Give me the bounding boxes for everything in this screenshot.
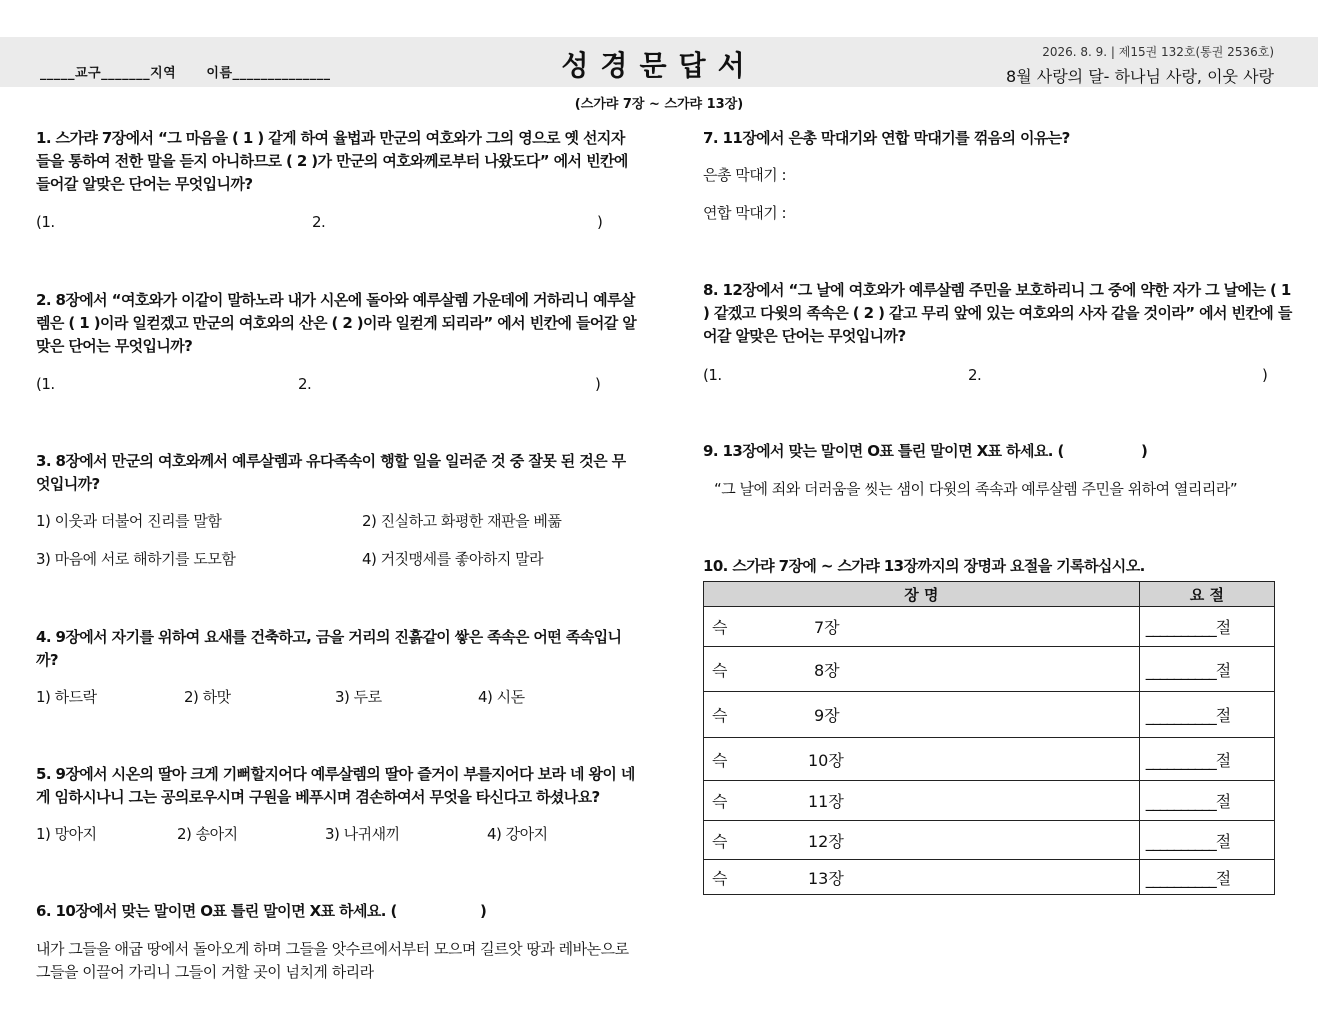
question-3-option-2[interactable]: 2) 진실하고 화평한 재판을 베풂	[362, 512, 562, 530]
question-6-line-1: 6. 10장에서 맞는 말이면 O표 틀린 말이면 X표 하세요. (	[36, 902, 397, 920]
question-4-option-4[interactable]: 4) 시돈	[478, 688, 525, 706]
question-1-line-1: 1. 스가랴 7장에서 “그 마음을 ( 1 ) 같게 하여 율법과 만군의 여호와가 그의 영으로 옛 선지자	[36, 129, 625, 147]
answer-2-blank-2[interactable]: 2.	[298, 375, 312, 393]
question-10-line-1: 10. 스가랴 7장에 ~ 스가랴 13장까지의 장명과 요절을 기록하십시오.	[703, 557, 1145, 575]
question-6-statement-line-2: 그들을 이끌어 가리니 그들이 거할 곳이 넘치게 하리라	[36, 963, 374, 981]
verse-answer-cell[interactable]	[1139, 607, 1274, 647]
verse-blank[interactable]: __________	[1145, 706, 1216, 725]
book-abbrev: 슥	[712, 706, 728, 725]
verse-unit: 절	[1215, 660, 1232, 680]
chapter-verse-table	[703, 581, 1275, 895]
chapter-label: 10장	[808, 750, 844, 770]
answer-2-blank-1[interactable]: (1.	[36, 375, 55, 393]
question-5-option-1[interactable]: 1) 망아지	[36, 825, 97, 843]
question-9-answer-close: )	[1141, 442, 1148, 460]
question-7-line-1: 7. 11장에서 은총 막대기와 연합 막대기를 꺾음의 이유는?	[703, 129, 1070, 147]
verse-unit: 절	[1215, 831, 1232, 851]
question-4-line-1: 4. 9장에서 자기를 위하여 요새를 건축하고, 금을 거리의 진흙같이 쌓은 족속은 어떤 족속입니	[36, 628, 622, 646]
verse-answer-cell[interactable]	[1139, 860, 1274, 895]
verse-answer-cell[interactable]	[1139, 692, 1274, 738]
monthly-theme: 8월 사랑의 달- 하나님 사랑, 이웃 사랑	[1006, 67, 1274, 86]
verse-unit: 절	[1215, 868, 1232, 888]
table-row	[704, 781, 1275, 821]
question-9-statement: “그 날에 죄와 더러움을 씻는 샘이 다윗의 족속과 예루살렘 주민을 위하여 열리리라”	[714, 480, 1238, 498]
name-fields: _____교구_______지역 이름______________	[40, 66, 331, 81]
question-4-line-2: 까?	[36, 651, 58, 669]
chapter-label: 9장	[814, 706, 840, 725]
question-9-line-1: 9. 13장에서 맞는 말이면 O표 틀린 말이면 X표 하세요. (	[703, 442, 1064, 460]
question-6-statement-line-1: 내가 그들을 애굽 땅에서 돌아오게 하며 그들을 앗수르에서부터 모으며 길르앗 땅과 레바논으로	[36, 940, 629, 958]
issue-info: 2026. 8. 9. | 제15권 132호(통권 2536호)	[1042, 45, 1274, 59]
verse-answer-cell[interactable]	[1139, 781, 1274, 821]
column-header-chapter-name: 장 명	[704, 582, 1140, 607]
question-4-option-1[interactable]: 1) 하드락	[36, 688, 97, 706]
book-abbrev: 슥	[712, 750, 728, 770]
question-4-option-2[interactable]: 2) 하맛	[184, 688, 231, 706]
question-5-line-2: 게 임하시나니 그는 공의로우시며 구원을 베푸시며 겸손하여서 무엇을 타신다고 하셨나요?	[36, 788, 600, 806]
question-8-line-3: 어갈 알맞은 단어는 무엇입니까?	[703, 327, 906, 345]
question-5-option-3[interactable]: 3) 나귀새끼	[325, 825, 400, 843]
book-abbrev: 슥	[712, 792, 728, 811]
question-3-option-1[interactable]: 1) 이웃과 더불어 진리를 말함	[36, 512, 222, 530]
question-3-line-2: 엇입니까?	[36, 475, 100, 493]
verse-unit: 절	[1215, 618, 1232, 637]
verse-blank[interactable]: __________	[1145, 868, 1216, 888]
question-3-line-1: 3. 8장에서 만군의 여호와께서 예루살렘과 유다족속이 행할 일을 일러준 것 중 잘못 된 것은 무	[36, 452, 626, 470]
verse-blank[interactable]: __________	[1145, 831, 1216, 851]
answer-7-union-staff[interactable]: 연합 막대기 :	[703, 204, 787, 222]
book-abbrev: 슥	[712, 868, 728, 888]
book-abbrev: 슥	[712, 660, 728, 680]
table-row	[704, 647, 1275, 692]
question-2-line-2: 렘은 ( 1 )이라 일컫겠고 만군의 여호와의 산은 ( 2 )이라 일컫게 되리라” 에서 빈칸에 들어갈 알	[36, 314, 637, 332]
page-title: 성경문답서	[561, 49, 757, 82]
verse-blank[interactable]: __________	[1145, 792, 1216, 811]
question-1-line-3: 들어갈 알맞은 단어는 무엇입니까?	[36, 175, 253, 193]
question-6-answer-close: )	[480, 902, 487, 920]
question-5-option-2[interactable]: 2) 송아지	[177, 825, 238, 843]
answer-1-blank-1[interactable]: (1.	[36, 213, 55, 231]
verse-blank[interactable]: __________	[1145, 660, 1216, 680]
verse-blank[interactable]: __________	[1145, 618, 1216, 637]
question-5-option-4[interactable]: 4) 강아지	[487, 825, 548, 843]
verse-unit: 절	[1215, 706, 1232, 725]
question-3-option-4[interactable]: 4) 거짓맹세를 좋아하지 말라	[362, 550, 544, 568]
verse-answer-cell[interactable]	[1139, 647, 1274, 692]
answer-1-blank-2[interactable]: 2.	[312, 213, 326, 231]
question-2-line-1: 2. 8장에서 “여호와가 이같이 말하노라 내가 시온에 돌아와 예루살렘 가운데에 거하리니 예루살	[36, 291, 635, 309]
chapter-label: 11장	[808, 792, 844, 811]
answer-8-close: )	[1262, 366, 1268, 384]
column-header-key-verse: 요 절	[1139, 582, 1274, 607]
question-8-line-2: ) 같겠고 다윗의 족속은 ( 2 ) 같고 무리 앞에 있는 여호와의 사자 같을 것이라” 에서 빈칸에 들	[703, 304, 1292, 322]
table-row	[704, 692, 1275, 738]
table-row	[704, 738, 1275, 781]
question-4-option-3[interactable]: 3) 두로	[335, 688, 382, 706]
verse-unit: 절	[1215, 792, 1232, 811]
verse-answer-cell[interactable]	[1139, 738, 1274, 781]
answer-7-grace-staff[interactable]: 은총 막대기 :	[703, 166, 787, 184]
question-2-line-3: 맞은 단어는 무엇입니까?	[36, 337, 193, 355]
book-abbrev: 슥	[712, 618, 728, 637]
chapter-label: 7장	[814, 618, 840, 637]
table-row	[704, 821, 1275, 860]
verse-blank[interactable]: __________	[1145, 750, 1216, 770]
scripture-range: (스가랴 7장 ~ 스가랴 13장)	[574, 97, 744, 112]
chapter-label: 12장	[808, 831, 844, 851]
question-3-option-3[interactable]: 3) 마음에 서로 해하기를 도모함	[36, 550, 236, 568]
verse-unit: 절	[1215, 750, 1232, 770]
chapter-label: 8장	[814, 660, 840, 680]
question-5-line-1: 5. 9장에서 시온의 딸아 크게 기뻐할지어다 예루살렘의 딸아 즐거이 부를지어다 보라 네 왕이 네	[36, 765, 635, 783]
table-row	[704, 860, 1275, 895]
book-abbrev: 슥	[712, 831, 728, 851]
question-8-line-1: 8. 12장에서 “그 날에 여호와가 예루살렘 주민을 보호하리니 그 중에 약한 자가 그 날에는 ( 1	[703, 281, 1291, 299]
question-1-line-2: 들을 통하여 전한 말을 듣지 아니하므로 ( 2 )가 만군의 여호와께로부터 나왔도다” 에서 빈칸에	[36, 152, 628, 170]
answer-8-blank-2[interactable]: 2.	[968, 366, 982, 384]
chapter-label: 13장	[808, 868, 844, 888]
answer-2-close: )	[595, 375, 601, 393]
answer-8-blank-1[interactable]: (1.	[703, 366, 722, 384]
verse-answer-cell[interactable]	[1139, 821, 1274, 860]
table-row	[704, 607, 1275, 647]
answer-1-close: )	[597, 213, 603, 231]
